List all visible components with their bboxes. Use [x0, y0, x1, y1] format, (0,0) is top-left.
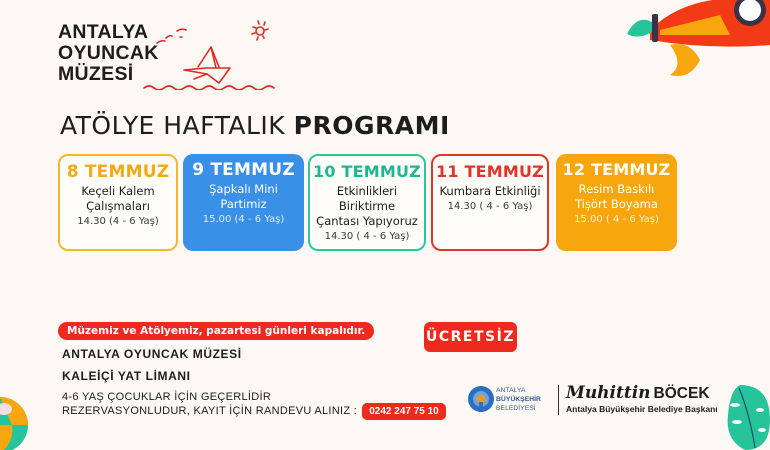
card-date: 10 TEMMUZ — [313, 162, 421, 181]
card-time: 14.30 (4 - 6 Yaş) — [77, 216, 159, 227]
mayor-name: Muhittin BÖCEK — [566, 383, 710, 403]
logo-line-1: ANTALYA — [58, 21, 149, 43]
schedule-card-day-4 — [431, 154, 549, 251]
paper-boat-icon — [140, 10, 280, 90]
rocket-illustration-icon — [620, 0, 770, 80]
card-activity: Şapkalı Mini Partimiz — [209, 182, 278, 211]
monstera-leaf-icon — [725, 380, 770, 450]
phone-number[interactable]: 0242 247 75 10 — [362, 403, 446, 420]
schedule-card-day-1 — [58, 154, 178, 251]
card-date: 11 TEMMUZ — [436, 162, 544, 181]
closed-notice-badge: Müzemiz ve Atölyemiz, pazartesi günleri kapalıdır. — [58, 322, 374, 340]
logo-line-2: OYUNCAK — [58, 42, 159, 64]
card-activity: Etkinlikleri Biriktirme Çantası Yapıyoruz — [316, 184, 418, 228]
schedule-card-day-2 — [183, 154, 304, 251]
free-badge: ÜCRETSİZ — [424, 322, 517, 352]
card-time: 15.00 (4 - 6 Yaş) — [202, 214, 285, 225]
municipality-logo-icon — [467, 385, 495, 413]
page-title: ATÖLYE HAFTALIK PROGRAMI — [60, 111, 450, 140]
card-time: 14.30 ( 4 - 6 Yaş) — [447, 201, 533, 212]
age-requirement: 4-6 YAŞ ÇOCUKLAR İÇİN GEÇERLİDİR — [62, 391, 272, 403]
card-activity: Kumbara Etkinliği — [439, 184, 541, 198]
card-time: 14.30 ( 4 - 6 Yaş) — [324, 231, 410, 242]
logo-line-3: MÜZESİ — [58, 63, 134, 85]
reservation-text: REZERVASYONLUDUR, KAYIT İÇİN RANDEVU ALINIZ : — [62, 405, 358, 417]
schedule-card-day-3 — [308, 154, 426, 251]
schedule-card-day-5 — [556, 154, 677, 251]
card-date: 12 TEMMUZ — [562, 160, 671, 179]
mayor-title: Antalya Büyükşehir Belediye Başkanı — [566, 404, 718, 414]
card-date: 8 TEMMUZ — [66, 162, 170, 182]
card-activity: Keçeli Kalem Çalışmaları — [81, 184, 155, 213]
card-time: 15.00 ( 4 - 6 Yaş) — [574, 214, 659, 225]
card-date: 9 TEMMUZ — [192, 160, 295, 180]
beach-ball-icon — [0, 395, 30, 450]
municipality-name: ANTALYA BÜYÜKŞEHİR BELEDİYESİ — [496, 387, 541, 412]
card-activity: Resim Baskılı Tişört Boyama — [575, 182, 658, 211]
divider — [558, 385, 559, 415]
location-name: ANTALYA OYUNCAK MÜZESİ — [62, 347, 242, 361]
location-address: KALEİÇİ YAT LİMANI — [62, 369, 191, 383]
